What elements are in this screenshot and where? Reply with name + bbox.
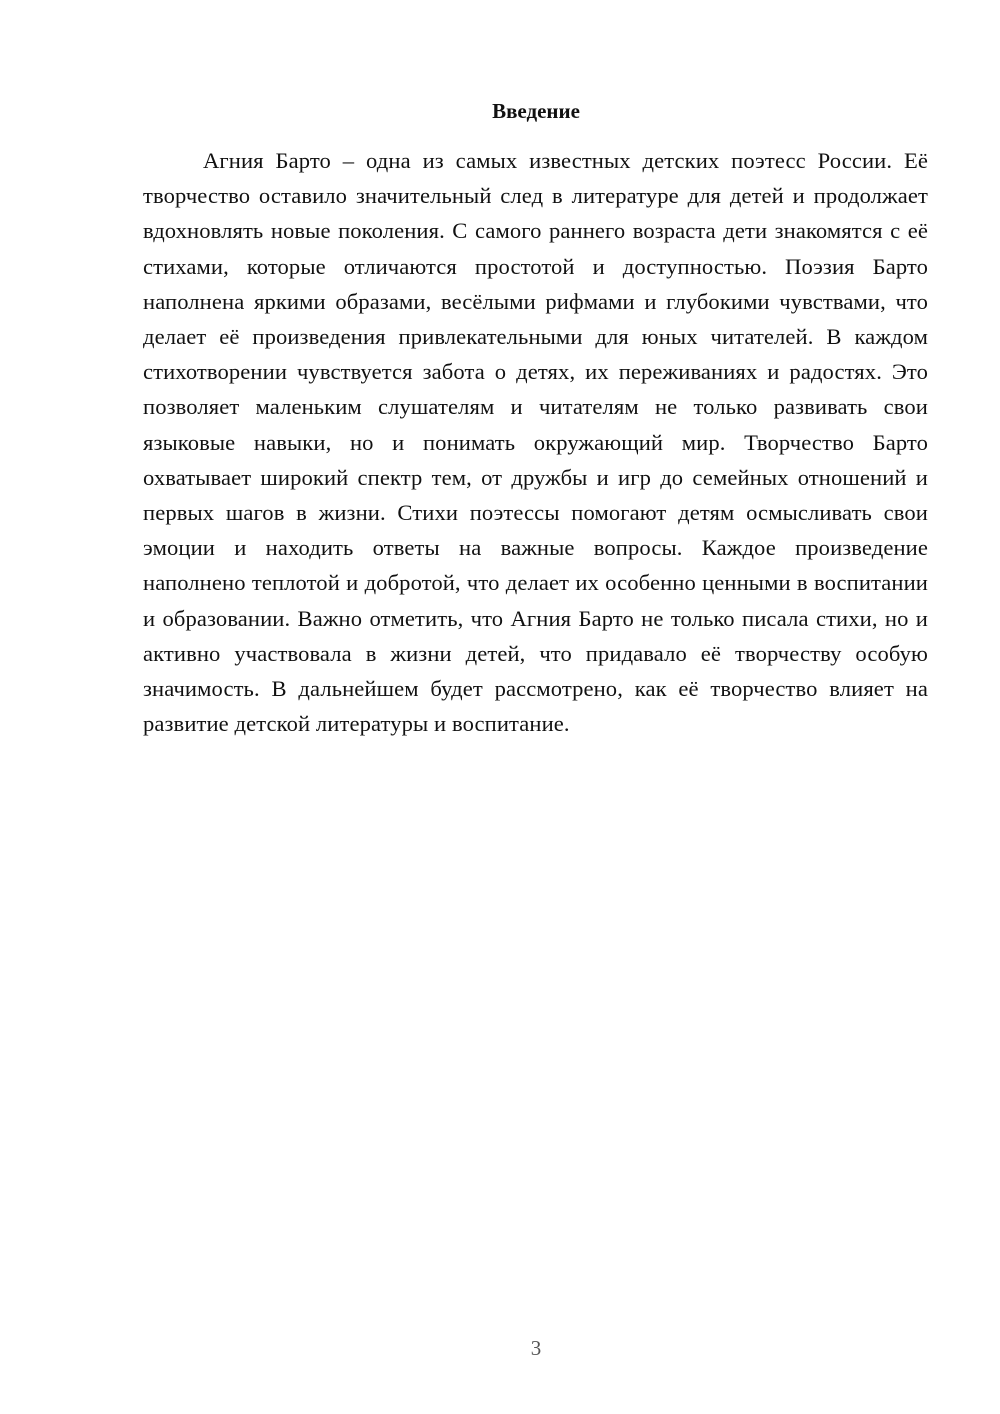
- section-heading: Введение: [492, 99, 580, 123]
- page-number: 3: [530, 1336, 542, 1360]
- body-paragraph: Агния Барто – одна из самых известных детских поэтесс России. Её творчество оставило значительный след в литературе для детей и продолжает вдохновлять новые поколения. С самого раннего возраста дети знакомятся с её стихами, которые отличаются простотой и доступностью. Поэзия Барто наполнена яркими образами, весёлыми рифмами и глубокими чувствами, что делает её произведения привлекательными для юных читателей. В каждом стихотворении чувствуется забота о детях, их переживаниях и радостях. Это позволяет маленьким слушателям и читателям не только развивать свои языковые навыки, но и понимать окружающий мир. Творчество Барто охватывает широкий спектр тем, от дружбы и игр до семейных отношений и первых шагов в жизни. Стихи поэтессы помогают детям осмысливать свои эмоции и находить ответы на важные вопросы. Каждое произведение наполнено теплотой и добротой, что делает их особенно ценными в воспитании и образовании. Важно отметить, что Агния Барто не только писала стихи, но и активно участвовала в жизни детей, что придавало её творчеству особую значимость. В дальнейшем будет рассмотрено, как её творчество влияет на развитие детской литературы и воспитание.: [143, 148, 928, 737]
